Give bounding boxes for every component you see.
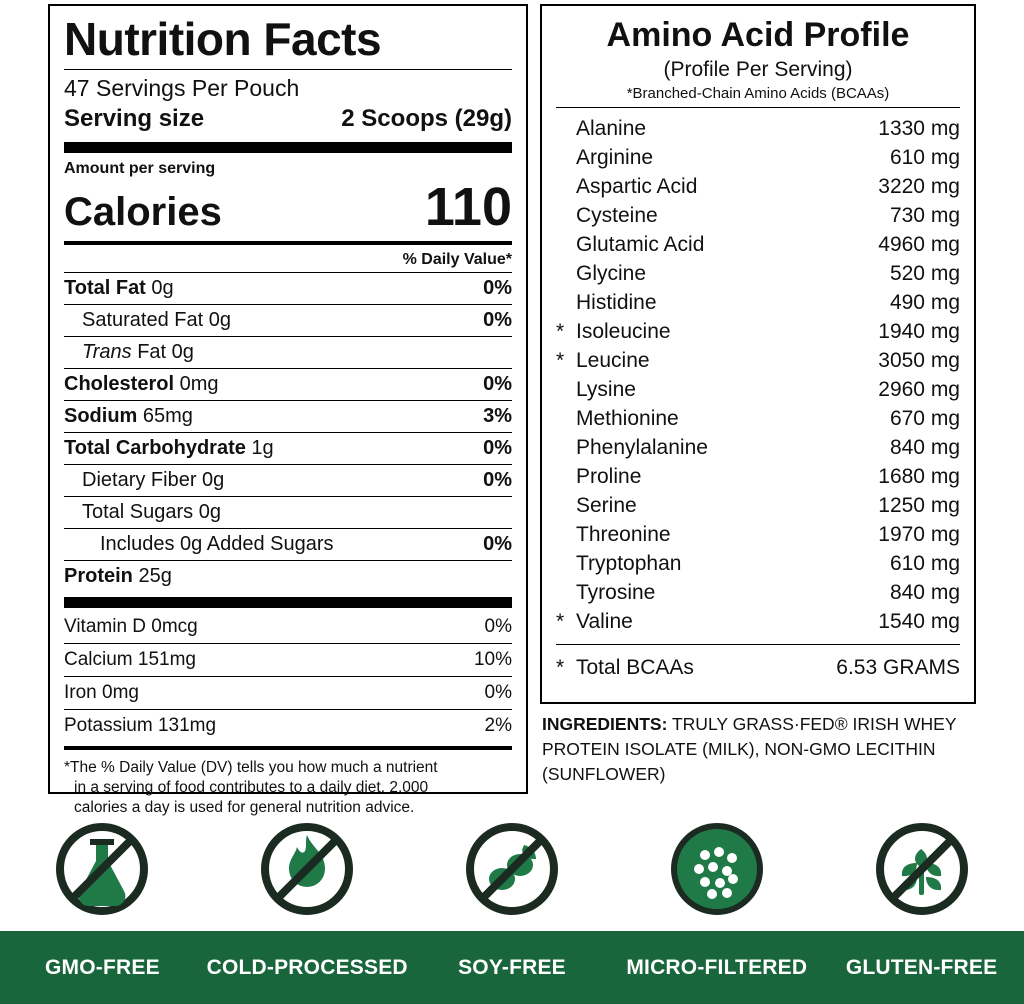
amino-acid-name: Lysine <box>576 378 636 401</box>
footnote-line-3: calories a day is used for general nutrition advice. <box>74 799 415 816</box>
amino-acid-row <box>556 578 960 607</box>
amino-acid-value: 520 mg <box>889 262 960 285</box>
wheat-no-gluten-icon <box>872 819 972 919</box>
amino-acid-name: Alanine <box>576 117 647 140</box>
amino-acid-profile-panel <box>540 4 976 704</box>
vitamin-row <box>64 710 512 742</box>
bcaa-star: * <box>556 610 565 633</box>
nutrient-daily-value: 0% <box>483 373 512 395</box>
amino-acid-name: Arginine <box>576 146 654 169</box>
amino-acid-value: 3050 mg <box>878 349 960 372</box>
amino-acid-row <box>556 172 960 201</box>
amino-acid-value: 840 mg <box>889 581 960 604</box>
total-bcaa-row <box>556 645 960 683</box>
divider <box>64 69 512 70</box>
serving-size-value: 2 Scoops (29g) <box>341 105 512 132</box>
nutrient-row <box>64 433 512 464</box>
nutrient-row <box>64 273 512 304</box>
amino-acid-name: Proline <box>576 465 642 488</box>
amino-acid-name: Leucine <box>576 349 650 372</box>
amino-acid-value: 4960 mg <box>878 233 960 256</box>
filter-micro-icon <box>667 819 767 919</box>
amino-acid-value: 1940 mg <box>878 320 960 343</box>
vitamin-row <box>64 611 512 643</box>
amino-acid-name: Phenylalanine <box>576 436 708 459</box>
amino-acid-rows <box>556 108 960 636</box>
divider-thick <box>64 142 512 153</box>
amino-acid-name: Glycine <box>576 262 647 285</box>
claim-label-soy-free: SOY-FREE <box>458 955 566 979</box>
vitamin-label: Calcium 151mg <box>64 649 196 670</box>
amino-acid-row <box>556 607 960 636</box>
daily-value-header: % Daily Value* <box>402 251 512 268</box>
nutrition-facts-panel <box>48 4 528 816</box>
calories-label: Calories <box>64 190 222 234</box>
amino-acid-value: 730 mg <box>889 204 960 227</box>
nutrient-label: Total Fat 0g <box>64 277 174 299</box>
amino-acid-value: 1680 mg <box>878 465 960 488</box>
nutrient-daily-value: 0% <box>483 277 512 299</box>
amino-acid-name: Aspartic Acid <box>576 175 698 198</box>
amino-acid-value: 3220 mg <box>878 175 960 198</box>
amino-acid-name: Valine <box>576 610 633 633</box>
nutrient-row <box>64 305 512 336</box>
amino-acid-row <box>556 549 960 578</box>
amino-acid-value: 610 mg <box>889 146 960 169</box>
flame-no-heat-icon <box>257 819 357 919</box>
nutrient-row <box>64 529 512 560</box>
amino-acid-row <box>556 114 960 143</box>
amino-acid-name: Methionine <box>576 407 679 430</box>
amino-acid-name: Threonine <box>576 523 671 546</box>
nutrient-daily-value: 3% <box>483 405 512 427</box>
divider-medium <box>64 241 512 245</box>
amino-acid-value: 1970 mg <box>878 523 960 546</box>
amino-acid-name: Glutamic Acid <box>576 233 705 256</box>
nutrient-label: Trans Fat 0g <box>82 341 194 363</box>
amino-acid-row <box>556 491 960 520</box>
amino-acid-row <box>556 462 960 491</box>
nutrient-daily-value: 0% <box>483 309 512 331</box>
claim-label-gmo-free: GMO-FREE <box>45 955 160 979</box>
nutrient-label: Dietary Fiber 0g <box>82 469 225 491</box>
amino-acid-row <box>556 433 960 462</box>
serving-size-row <box>64 103 512 137</box>
flask-no-gmo-icon <box>52 819 152 919</box>
nutrient-label: Protein 25g <box>64 565 172 587</box>
bcaa-note: *Branched-Chain Amino Acids (BCAAs) <box>626 85 890 102</box>
vitamin-daily-value: 0% <box>484 616 512 637</box>
bcaa-star: * <box>556 320 565 343</box>
amino-acid-row <box>556 375 960 404</box>
claim-badges <box>0 806 1024 931</box>
amino-acid-name: Serine <box>576 494 637 517</box>
nutrient-label: Saturated Fat 0g <box>82 309 231 331</box>
divider-medium <box>64 746 512 750</box>
servings-per-container: 47 Servings Per Pouch <box>64 75 300 101</box>
nutrient-label: Includes 0g Added Sugars <box>100 533 334 555</box>
nutrient-daily-value: 0% <box>483 437 512 459</box>
nutrient-daily-value: 0% <box>483 469 512 491</box>
amino-acid-value: 2960 mg <box>878 378 960 401</box>
footnote-line-1: *The % Daily Value (DV) tells you how much a nutrient <box>64 759 438 776</box>
amino-acid-row <box>556 230 960 259</box>
amino-acid-name: Tyrosine <box>576 581 656 604</box>
vitamin-daily-value: 10% <box>473 649 512 670</box>
claim-label-micro-filtered: MICRO-FILTERED <box>626 955 808 979</box>
amino-panel-subtitle: (Profile Per Serving) <box>663 58 853 81</box>
nutrient-label: Total Carbohydrate 1g <box>64 437 274 459</box>
ingredients-block <box>542 712 992 787</box>
amino-acid-value: 1540 mg <box>878 610 960 633</box>
amino-acid-value: 670 mg <box>889 407 960 430</box>
vitamin-rows <box>64 611 512 742</box>
claim-label-cold-processed: COLD-PROCESSED <box>206 955 408 979</box>
claims-footer-bar <box>0 931 1024 1004</box>
amino-acid-row <box>556 259 960 288</box>
nutrient-daily-value: 0% <box>483 533 512 555</box>
amino-acid-name: Histidine <box>576 291 657 314</box>
amino-acid-name: Isoleucine <box>576 320 671 343</box>
amino-acid-value: 610 mg <box>889 552 960 575</box>
amino-acid-row <box>556 404 960 433</box>
claim-label-gluten-free: GLUTEN-FREE <box>845 955 998 979</box>
amino-acid-name: Cysteine <box>576 204 658 227</box>
nutrient-row <box>64 401 512 432</box>
calories-row <box>64 179 512 237</box>
total-bcaa-label: Total BCAAs <box>576 656 694 679</box>
nutrient-rows <box>64 273 512 592</box>
nutrient-row <box>64 561 512 592</box>
nutrient-label: Cholesterol 0mg <box>64 373 219 395</box>
amount-per-serving-label: Amount per serving <box>64 160 216 177</box>
nutrient-row <box>64 465 512 496</box>
vitamin-daily-value: 0% <box>484 682 512 703</box>
nutrient-label: Sodium 65mg <box>64 405 193 427</box>
amino-acid-value: 1330 mg <box>878 117 960 140</box>
bcaa-star: * <box>556 656 565 679</box>
amino-acid-name: Tryptophan <box>576 552 682 575</box>
vitamin-daily-value: 2% <box>484 715 512 736</box>
vitamin-label: Potassium 131mg <box>64 715 217 736</box>
amino-acid-row <box>556 317 960 346</box>
amino-acid-row <box>556 201 960 230</box>
nutrient-row <box>64 497 512 528</box>
ingredients-heading: INGREDIENTS: <box>542 714 668 734</box>
amino-acid-value: 1250 mg <box>878 494 960 517</box>
bcaa-star: * <box>556 349 565 372</box>
nutrient-label: Total Sugars 0g <box>82 501 221 523</box>
footnote-line-2: in a serving of food contributes to a daily diet. 2,000 <box>74 779 429 796</box>
amino-acid-row <box>556 520 960 549</box>
vitamin-row <box>64 677 512 709</box>
nutrient-row <box>64 337 512 368</box>
amino-acid-row <box>556 346 960 375</box>
amino-acid-row <box>556 143 960 172</box>
amino-acid-value: 490 mg <box>889 291 960 314</box>
divider-thick <box>64 597 512 608</box>
calories-value: 110 <box>424 177 512 237</box>
amino-panel-title: Amino Acid Profile <box>606 16 910 54</box>
vitamin-label: Vitamin D 0mcg <box>64 616 198 637</box>
total-bcaa-value: 6.53 GRAMS <box>836 656 960 679</box>
nutrition-facts-title: Nutrition Facts <box>64 13 382 65</box>
vitamin-label: Iron 0mg <box>64 682 139 703</box>
amino-acid-value: 840 mg <box>889 436 960 459</box>
vitamin-row <box>64 644 512 676</box>
soybean-no-soy-icon <box>462 819 562 919</box>
amino-acid-row <box>556 288 960 317</box>
nutrient-row <box>64 369 512 400</box>
serving-size-label: Serving size <box>64 105 205 132</box>
ingredients-text: TRULY GRASS·FED® IRISH WHEY PROTEIN ISOLATE (MILK), NON-GMO LECITHIN (SUNFLOWER) <box>542 714 957 784</box>
